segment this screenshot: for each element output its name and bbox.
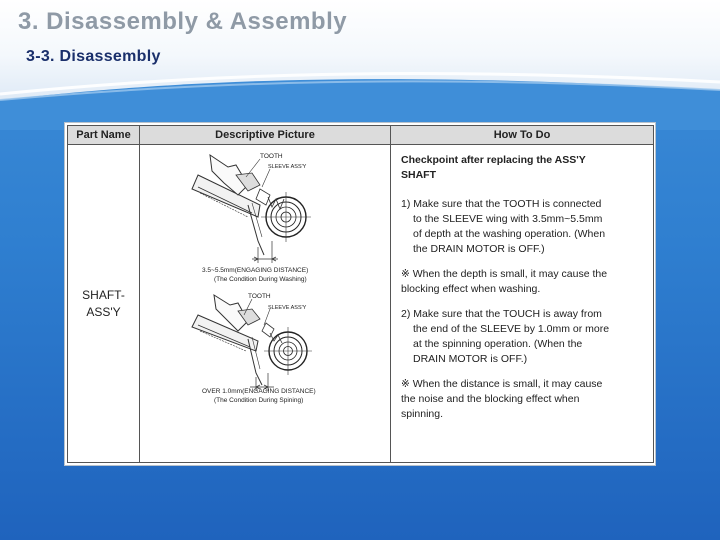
note-1-line-2: blocking effect when washing. (401, 283, 541, 295)
note-2-line-2: the noise and the blocking effect when (401, 393, 580, 405)
step-1-line-2: to the SLEEVE wing with 3.5mm~5.5mm (413, 213, 603, 225)
table-header-row (68, 126, 654, 145)
bottom-condition-caption: (The Condition During Spining) (214, 397, 304, 404)
header-wave-decoration (0, 60, 720, 130)
step-2-line-1: 2) Make sure that the TOUCH is away from (401, 308, 602, 320)
step-2 (401, 307, 645, 367)
header-how-to-do: How To Do (391, 126, 654, 145)
checkpoint-title-line-2: SHAFT (401, 169, 436, 181)
spec-table (67, 125, 654, 463)
top-tooth-label: TOOTH (260, 153, 283, 160)
header-descriptive-picture: Descriptive Picture (140, 126, 391, 145)
bottom-sleeve-label: SLEEVE ASS'Y (268, 305, 307, 311)
bottom-distance-caption: OVER 1.0mm(ENGAGING DISTANCE) (202, 388, 316, 395)
washing-condition-diagram (192, 153, 311, 283)
slide-subtitle: 3-3. Disassembly (26, 48, 161, 65)
document-panel (64, 122, 656, 466)
step-1-line-1: 1) Make sure that the TOOTH is connected (401, 198, 602, 210)
spinning-condition-diagram (192, 293, 316, 404)
step-2-line-2: the end of the SLEEVE by 1.0mm or more (413, 323, 610, 335)
top-sleeve-label: SLEEVE ASS'Y (268, 164, 307, 170)
note-1-line-1: ※ When the depth is small, it may cause the (401, 268, 608, 280)
note-2-line-3: spinning. (401, 408, 444, 420)
checkpoint-title-line-1: Checkpoint after replacing the ASS'Y (401, 154, 586, 166)
top-condition-caption: (The Condition During Washing) (214, 276, 307, 283)
note-2-line-1: ※ When the distance is small, it may cause (401, 378, 603, 390)
step-1 (401, 197, 645, 257)
descriptive-picture-cell (140, 145, 391, 463)
step-1-line-3: of depth at the washing operation. (When (413, 228, 606, 240)
note-1 (401, 267, 645, 297)
part-name-cell (68, 145, 140, 463)
header-part-name: Part Name (68, 126, 140, 145)
slide-title: 3. Disassembly & Assembly (18, 8, 348, 35)
shaft-sleeve-diagram (140, 145, 391, 463)
bottom-tooth-label: TOOTH (248, 293, 271, 300)
checkpoint-title (401, 153, 645, 183)
part-name-line-2: ASS'Y (86, 304, 121, 319)
note-2 (401, 377, 645, 422)
step-1-line-4: the DRAIN MOTOR is OFF.) (413, 243, 545, 255)
table-row (68, 145, 654, 463)
part-name-line-1: SHAFT- (82, 287, 125, 302)
top-distance-caption: 3.5~5.5mm(ENGAGING DISTANCE) (202, 267, 309, 274)
step-2-line-4: DRAIN MOTOR is OFF.) (413, 353, 528, 365)
how-to-do-cell (391, 145, 654, 463)
step-2-line-3: at the spinning operation. (When the (413, 338, 583, 350)
